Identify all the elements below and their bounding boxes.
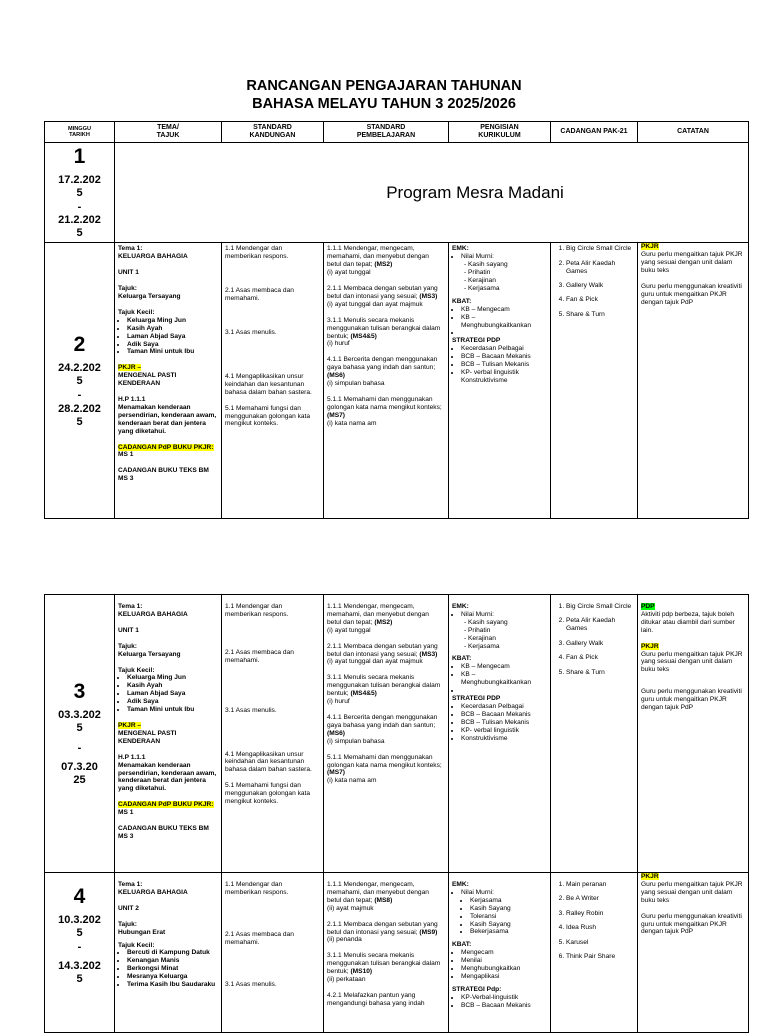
pengisian-kurikulum-cell: EMK: • Nilai Murni: - Kasih sayang - Prihatin - Kerajinan - Kerjasama KBAT: • KB – Mengecam • KB – Menghubungkaitkankan • STRATEGI PDP • Kecerdasan Pelbagai • BCB – Bacaan Mekanis • BCB – Tulisan Mekanis • KP- verbal linguistik Konstruktivisme bbox=[449, 243, 551, 519]
header-tema: TEMA/ TAJUK bbox=[115, 122, 222, 143]
week-row-3 bbox=[45, 595, 749, 873]
week-cell-2: 2 24.2.202 5 - 28.2.202 5 bbox=[45, 243, 115, 519]
catatan-cell: PDP Aktiviti pdp berbeza, tajuk boleh ditukar atau diambil dari sumber lain. PKJR Guru perlu mengaitkan tajuk PKJR yang sesuai dengan unit dalam buku teks Guru perlu menggunakan kreativiti guru untuk mengaitkan PKJR dengan tajuk PdP bbox=[638, 595, 749, 873]
tema-cell: Tema 1: KELUARGA BAHAGIA UNIT 1 Tajuk: Keluarga Tersayang Tajuk Kecil: • Keluarga Ming Jun • Kasih Ayah • Laman Abjad Saya • Adik Saya • Taman Mini untuk Ibu PKJR – MENGENAL PASTI KENDERAAN H.P 1.1.1 Menamakan kenderaan persendirian, kenderaan awam, kenderaan berat dan jentera yang diketahui. CADANGAN PdP BUKU PKJR: MS 1 CADANGAN BUKU TEKS BM MS 3 bbox=[115, 595, 222, 873]
week-row-2 bbox=[45, 243, 749, 519]
header-pengisian-kurikulum: PENGISIAN KURIKULUM bbox=[449, 122, 551, 143]
standard-pembelajaran-cell: 1.1.1 Mendengar, mengecam, memahami, dan menyebut dengan betul dan tepat; (MS2) (i) ayat tunggal 2.1.1 Membaca dengan sebutan yang betul dan intonasi yang sesuai; (MS3) (i) ayat tunggal dan ayat majmuk 3.1.1 Menulis secara mekanis menggunakan tulisan berangkai dalam bentuk; (MS4&5) (i) huruf 4.1.1 Bercerita dengan menggunakan gaya bahasa yang indah dan santun; (MS6) (i) simpulan bahasa 5.1.1 Memahami dan menggunakan golongan kata nama mengikut konteks; (MS7) (i) kata nama am bbox=[324, 243, 449, 519]
header-minggu: MINGGU TARIKH bbox=[45, 122, 115, 143]
pak21-cell: 1. Big Circle Small Circle 2. Peta Alir Kaedah Games 3. Gallery Walk 4. Fan & Pick 5. Share & Turn bbox=[551, 595, 638, 873]
header-pak21: CADANGAN PAK-21 bbox=[551, 122, 638, 143]
week-cell-4: 4 10.3.202 5 - 14.3.202 5 bbox=[45, 873, 115, 1033]
header-standard-pembelajaran: STANDARD PEMBELAJARAN bbox=[324, 122, 449, 143]
pengisian-kurikulum-cell: EMK: • Nilai Murni: - Kasih sayang - Prihatin - Kerajinan - Kerjasama KBAT: • KB – Mengecam • KB – Menghubungkaitkankan • STRATEGI PDP • Kecerdasan Pelbagai • BCB – Bacaan Mekanis • BCB – Tulisan Mekanis • KP- verbal linguistik • Konstruktivisme bbox=[449, 595, 551, 873]
tema-cell: Tema 1: KELUARGA BAHAGIA UNIT 1 Tajuk: Keluarga Tersayang Tajuk Kecil: • Keluarga Ming Jun • Kasih Ayah • Laman Abjad Saya • Adik Saya • Taman Mini untuk Ibu PKJR – MENGENAL PASTI KENDERAAN H.P 1.1.1 Menamakan kenderaan persendirian, kenderaan awam, kenderaan berat dan jentera yang diketahui. CADANGAN PdP BUKU PKJR: MS 1 CADANGAN BUKU TEKS BM MS 3 bbox=[115, 243, 222, 519]
week-row-1 bbox=[45, 143, 749, 243]
plan-table-1 bbox=[44, 121, 749, 519]
week-row-4 bbox=[45, 873, 749, 1033]
week-cell-1: 1 17.2.202 5 - 21.2.202 5 bbox=[45, 143, 115, 243]
standard-pembelajaran-cell: 1.1.1 Mendengar, mengecam, memahami, dan menyebut dengan betul dan tepat; (MS2) (i) ayat tunggal 2.1.1 Membaca dengan sebutan yang betul dan intonasi yang sesuai; (MS3) (i) ayat tunggal dan ayat majmuk 3.1.1 Menulis secara mekanis menggunakan tulisan berangkai dalam bentuk; (MS4&5) (i) huruf 4.1.1 Bercerita dengan menggunakan gaya bahasa yang indah dan santun; (MS6) (i) simpulan bahasa 5.1.1 Memahami dan menggunakan golongan kata nama mengikut konteks; (MS7) (i) kata nama am bbox=[324, 595, 449, 873]
page-title-line2: BAHASA MELAYU TAHUN 3 2025/2026 bbox=[252, 96, 516, 112]
standard-kandungan-cell: 1.1 Mendengar dan memberikan respons. 2.1 Asas membaca dan memahami. 3.1 Asas menulis. 4.1 Mengaplikasikan unsur keindahan dan kesantunan bahasa dalam bahan sastera. 5.1 Memahami fungsi dan menggunakan golongan kata mengikut konteks. bbox=[222, 243, 324, 519]
catatan-cell: PKJR Guru perlu mengaitkan tajuk PKJR yang sesuai dengan unit dalam buku teks Guru perlu menggunakan kreativiti guru untuk mengaitkan PKJR dengan tajuk PdP bbox=[638, 243, 749, 519]
week-cell-3: 3 03.3.202 5 - 07.3.20 25 bbox=[45, 595, 115, 873]
header-standard-kandungan: STANDARD KANDUNGAN bbox=[222, 122, 324, 143]
page-title-line1: RANCANGAN PENGAJARAN TAHUNAN bbox=[246, 78, 522, 94]
pengisian-kurikulum-cell: EMK: • Nilai Murni: • Kerjasama • Kasih Sayang • Toleransi • Kasih Sayang • Bekerjasama KBAT: • Mengecam • Menilai • Menghubungkaitkan • Mengaplikasi STRATEGI Pdp: • KP-Verbal-linguistik • BCB – Bacaan Mekanis bbox=[449, 873, 551, 1033]
plan-table-2 bbox=[44, 594, 749, 1033]
pak21-cell: 1. Big Circle Small Circle 2. Peta Alir Kaedah Games 3. Gallery Walk 4. Fan & Pick 5. Share & Turn bbox=[551, 243, 638, 519]
program-mesra-madani: Program Mesra Madani bbox=[115, 143, 749, 243]
standard-pembelajaran-cell: 1.1.1 Mendengar, mengecam, memahami, dan menyebut dengan betul dan tepat; (MS8) (ii) ayat majmuk 2.1.1 Membaca dengan sebutan yang betul dan intonasi yang sesuai; (MS9) (ii) penanda 3.1.1 Menulis secara mekanis menggunakan tulisan berangkai dalam bentuk; (MS10) (ii) perkataan 4.2.1 Melafazkan pantun yang mengandungi bahasa yang indah bbox=[324, 873, 449, 1033]
standard-kandungan-cell: 1.1 Mendengar dan memberikan respons. 2.1 Asas membaca dan memahami. 3.1 Asas menulis. bbox=[222, 873, 324, 1033]
pak21-cell: 1. Main peranan 2. Be A Writer 3. Ralley Robin 4. Idea Rush 5. Karusel 6. Think Pair Share bbox=[551, 873, 638, 1033]
standard-kandungan-cell: 1.1 Mendengar dan memberikan respons. 2.1 Asas membaca dan memahami. 3.1 Asas menulis. 4.1 Mengaplikasikan unsur keindahan dan kesantunan bahasa dalam bahan sastera. 5.1 Memahami fungsi dan menggunakan golongan kata mengikut konteks. bbox=[222, 595, 324, 873]
header-catatan: CATATAN bbox=[638, 122, 749, 143]
catatan-cell: PKJR Guru perlu mengaitkan tajuk PKJR yang sesuai dengan unit dalam buku teks Guru perlu menggunakan kreativiti guru untuk mengaitkan PKJR dengan tajuk PdP bbox=[638, 873, 749, 1033]
tema-cell: Tema 1: KELUARGA BAHAGIA UNIT 2 Tajuk: Hubungan Erat Tajuk Kecil: • Bercuti di Kampung Datuk • Kenangan Manis • Berkongsi Minat • Mesranya Keluarga • Terima Kasih Ibu Saudaraku bbox=[115, 873, 222, 1033]
tajuk-kecil-list: • Keluarga Ming Jun • Kasih Ayah • Laman Abjad Saya • Adik Saya • Taman Mini untuk Ibu bbox=[118, 317, 218, 357]
header-row bbox=[45, 122, 749, 143]
